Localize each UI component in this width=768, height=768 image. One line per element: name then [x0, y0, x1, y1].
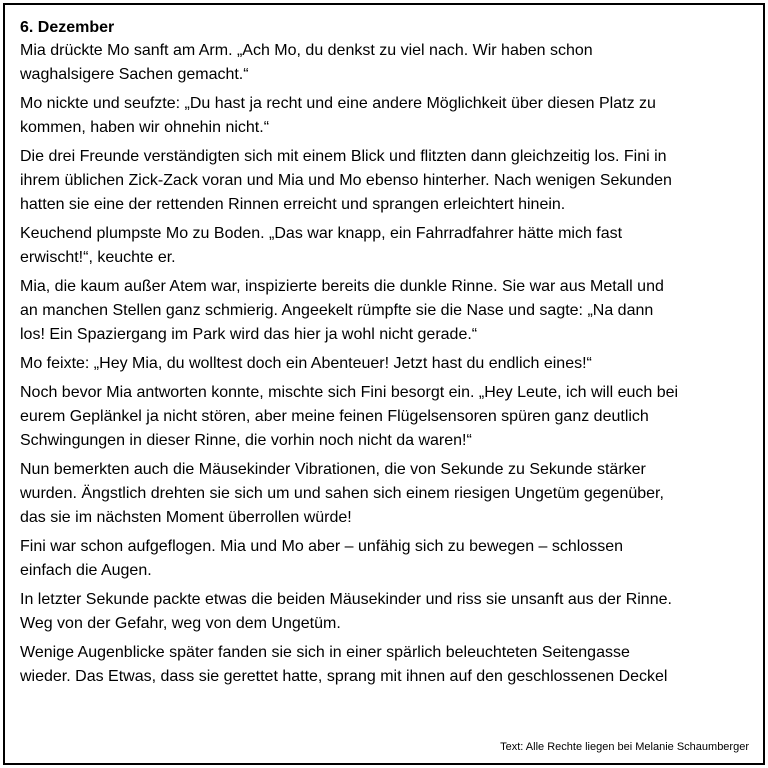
- paragraph: Nun bemerkten auch die Mäusekinder Vibrationen, die von Sekunde zu Sekunde stärker wurden. Ängstlich drehten sie sich um und sahen sich einem riesigen Ungetüm gegenüber, das sie im nächsten Moment überrollen würde!: [20, 461, 664, 526]
- story-content: [20, 17, 755, 694]
- page-frame: [3, 3, 765, 765]
- paragraph: Mia drückte Mo sanft am Arm. „Ach Mo, du denkst zu viel nach. Wir haben schon waghalsigere Sachen gemacht.“: [20, 42, 593, 83]
- paragraph: Noch bevor Mia antworten konnte, mischte sich Fini besorgt ein. „Hey Leute, ich will euch bei eurem Geplänkel ja nicht stören, aber meine feinen Flügelsensoren spüren ganz deutlich Schwingungen in dieser Rinne, die vorhin noch nicht da waren!“: [20, 384, 679, 449]
- paragraph: Fini war schon aufgeflogen. Mia und Mo aber – unfähig sich zu bewegen – schlossen einfach die Augen.: [20, 538, 624, 579]
- paragraph: Wenige Augenblicke später fanden sie sich in einer spärlich beleuchteten Seitengasse wieder. Das Etwas, dass sie gerettet hatte, sprang mit ihnen auf den geschlossenen Deckel: [20, 644, 668, 685]
- page-title: 6. Dezember: [20, 19, 115, 36]
- paragraph: Mia, die kaum außer Atem war, inspizierte bereits die dunkle Rinne. Sie war aus Metall und an manchen Stellen ganz schmierig. Angeekelt rümpfte sie die Nase und sagte: „Na dann los! Ein Spaziergang im Park wird das hier ja wohl nicht gerade.“: [20, 278, 664, 343]
- paragraph: Die drei Freunde verständigten sich mit einem Blick und flitzten dann gleichzeitig los. Fini in ihrem üblichen Zick-Zack voran und Mia und Mo ebenso hinterher. Nach wenigen Sekunden hatten sie eine der rettenden Rinnen erreicht und sprangen erleichtert hinein.: [20, 148, 672, 213]
- paragraph: Keuchend plumpste Mo zu Boden. „Das war knapp, ein Fahrradfahrer hätte mich fast erwischt!“, keuchte er.: [20, 225, 623, 266]
- paragraph: Mo feixte: „Hey Mia, du wolltest doch ein Abenteuer! Jetzt hast du endlich eines!“: [20, 355, 592, 372]
- paragraph: In letzter Sekunde packte etwas die beiden Mäusekinder und riss sie unsanft aus der Rinne. Weg von der Gefahr, weg von dem Ungetüm.: [20, 591, 672, 632]
- copyright-credit: Text: Alle Rechte liegen bei Melanie Schaumberger: [500, 741, 749, 753]
- paragraph: Mo nickte und seufzte: „Du hast ja recht und eine andere Möglichkeit über diesen Platz zu kommen, haben wir ohnehin nicht.“: [20, 95, 656, 136]
